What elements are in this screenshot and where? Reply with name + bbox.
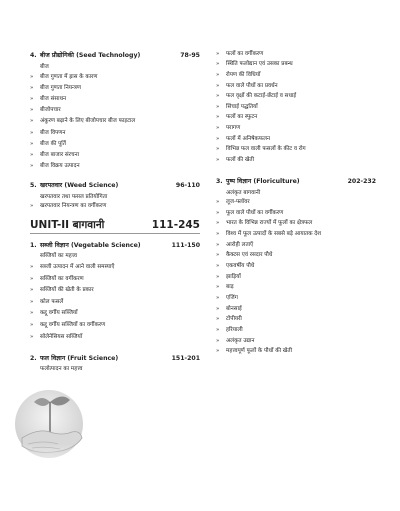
list-item: [216, 241, 376, 249]
bullet-icon: »: [30, 202, 34, 209]
bullet-icon: »: [216, 294, 220, 301]
list-item: [30, 309, 200, 317]
left-column: [30, 50, 200, 374]
list-item: [30, 286, 200, 294]
bullet-icon: »: [216, 71, 220, 78]
list-item: [30, 73, 200, 81]
unit-title: UNIT-II बागवानी: [30, 218, 105, 231]
chapter-number: 3.: [216, 178, 223, 186]
chapter-pages: 151-201: [171, 354, 200, 362]
list-item: [216, 92, 376, 100]
list-item: [30, 140, 200, 148]
list-item-text: लूज-फ्लॉवर: [226, 199, 250, 206]
list-item-text: हरियाली: [226, 326, 243, 333]
chapter-heading: [30, 180, 200, 189]
bullet-icon: »: [30, 298, 34, 305]
list-item: [216, 294, 376, 302]
list-item-text: बीज विपणन: [40, 129, 66, 136]
bullet-icon: »: [216, 252, 220, 259]
list-item: [30, 129, 200, 137]
list-item-text: बीजोपचार: [40, 107, 61, 114]
list-item-text: फल वृक्षों की कटाई-छँटाई व सधाई: [226, 93, 297, 100]
list-item-text: सब्जी उत्पादन में आने वाली समस्याएँ: [40, 263, 115, 270]
list-item: [216, 50, 376, 58]
list-item-text: स्थिति फलोद्यान एवं उसका प्रबन्ध: [226, 61, 293, 68]
list-item-text: भारत के विभिन्न राज्यों में फूलों का क्षेत्रफल: [226, 220, 313, 227]
list-item-text: कोल फसलें: [40, 298, 64, 305]
topic-list: [30, 73, 200, 171]
list-item-text: सब्जियों की खेती के प्रकार: [40, 287, 94, 294]
bullet-icon: »: [216, 199, 220, 206]
topic-list: [30, 202, 200, 210]
chapter-intro: सब्जियों का महत्त्व: [40, 253, 77, 260]
topic-list: [216, 50, 376, 164]
right-column: [216, 50, 376, 355]
bullet-icon: »: [30, 152, 34, 158]
list-item: [216, 315, 376, 323]
chapter-title: बीज प्रौद्योगिकी (Seed Technology): [40, 52, 141, 59]
list-item: [216, 103, 376, 111]
list-item-text: कद्दू वर्गीय सब्जियों का वर्गीकरण: [40, 321, 106, 328]
bullet-icon: »: [216, 337, 220, 344]
bullet-icon: »: [30, 333, 34, 340]
bullet-icon: »: [216, 114, 220, 121]
list-item-text: खरपतवार नियन्त्रण का वर्गीकरण: [40, 202, 107, 209]
chapter-intro: अलंकृत बागवानी: [226, 189, 261, 196]
bullet-icon: »: [30, 275, 34, 282]
bullet-icon: »: [30, 84, 34, 91]
list-item-text: एजिंग: [226, 294, 238, 301]
list-item-text: कद्दू वर्गीय सब्जियाँ: [40, 310, 78, 317]
bullet-icon: »: [216, 125, 220, 132]
bullet-icon: »: [216, 263, 220, 270]
topic-list: [216, 198, 376, 355]
bullet-icon: »: [216, 273, 220, 280]
list-item: [216, 326, 376, 334]
bullet-icon: »: [216, 157, 220, 164]
bullet-icon: »: [216, 231, 220, 238]
bullet-icon: »: [30, 140, 34, 147]
chapter-number: 4.: [30, 52, 37, 59]
bullet-icon: »: [30, 263, 34, 270]
bullet-icon: »: [216, 348, 220, 355]
chapter-intro: फलोत्पादन का महत्त्व: [40, 366, 83, 373]
list-item-text: अंकुरण बढ़ाने के लिए बीजोपचार बीज फाइटाल: [40, 118, 136, 125]
list-item: [216, 82, 376, 90]
chapter-title: फल विज्ञान (Fruit Science): [40, 354, 119, 362]
list-item-text: सोलेनेसियस सब्जियाँ: [40, 333, 83, 340]
bullet-icon: »: [216, 103, 220, 110]
list-item-text: फल वाले पौधों का प्रवर्धन: [226, 82, 278, 89]
chapter-pages: 202-232: [347, 178, 376, 186]
bullet-icon: »: [30, 118, 34, 125]
chapter-intro: खरपतवार तथा फसल प्रतियोगिता: [40, 193, 108, 200]
list-item-text: बीज गुणता में ह्रास के कारण: [40, 73, 98, 80]
list-item: [216, 262, 376, 270]
list-item-text: फलों का स्फुटन: [226, 114, 258, 121]
bullet-icon: »: [216, 82, 220, 89]
chapter-number: 2.: [30, 354, 37, 362]
chapter-pages: 96-110: [175, 182, 200, 190]
bullet-icon: »: [30, 321, 34, 328]
chapter-number: 1.: [30, 241, 37, 249]
list-item-text: बीज संसाधन: [40, 96, 67, 103]
unit-heading: [30, 218, 200, 234]
list-item: [30, 298, 200, 306]
bullet-icon: »: [216, 146, 220, 153]
list-item-text: महत्त्वपूर्ण फूलों के पौधों की खेती: [226, 348, 293, 355]
list-item: [30, 275, 200, 283]
list-item-text: एकवर्षीय पौधे: [226, 263, 255, 270]
list-item: [216, 230, 376, 238]
list-item: [216, 283, 376, 291]
list-item-text: फूल वाले पौधों का वर्गीकरण: [226, 209, 284, 216]
bullet-icon: »: [30, 96, 34, 103]
list-item: [30, 84, 200, 92]
list-item: [30, 321, 200, 329]
list-item: [216, 305, 376, 313]
bullet-icon: »: [216, 220, 220, 227]
list-item-text: सिंचाई पद्धतियाँ: [226, 103, 258, 110]
bullet-icon: »: [30, 163, 34, 170]
list-item-text: अलंकृत उद्यान: [226, 337, 255, 344]
topic-list: [30, 263, 200, 341]
list-item: [30, 202, 200, 210]
list-item: [30, 162, 200, 170]
list-item: [216, 156, 376, 164]
list-item-text: आरोही लताएँ: [226, 241, 254, 248]
list-item: [216, 145, 376, 153]
bullet-icon: »: [216, 93, 220, 100]
chapter-pages: 111-150: [171, 241, 200, 249]
unit-pages: 111-245: [151, 218, 200, 231]
list-item: [216, 251, 376, 259]
chapter-heading: [216, 176, 376, 185]
bullet-icon: »: [216, 241, 220, 248]
list-item-text: विश्व में फूल उत्पादों के सबसे बड़े आयातक देश: [226, 231, 322, 238]
seedling-hand-icon: [14, 388, 84, 474]
list-item-text: बाड़: [226, 284, 234, 291]
list-item: [216, 198, 376, 206]
list-item-text: बीज की पूर्ति: [40, 140, 66, 147]
chapter-title: सब्जी विज्ञान (Vegetable Science): [40, 241, 141, 249]
bullet-icon: »: [30, 73, 34, 80]
chapter-pages: 78-95: [180, 52, 200, 59]
list-item: [216, 135, 376, 143]
chapter-heading: [30, 240, 200, 249]
list-item: [30, 151, 200, 159]
chapter-title: पुष्प विज्ञान (Floriculture): [226, 178, 300, 186]
list-item-text: बीज बाजार संरचना: [40, 152, 80, 158]
list-item: [216, 71, 376, 79]
list-item-text: परागण: [226, 125, 241, 132]
list-item-text: फलों की खेती: [226, 157, 255, 164]
list-item-text: बीज गुणता नियन्त्रण: [40, 84, 81, 91]
bullet-icon: »: [216, 61, 220, 68]
list-item: [216, 337, 376, 345]
bullet-icon: »: [216, 316, 220, 323]
chapter-heading: [30, 353, 200, 362]
chapter-number: 5.: [30, 182, 37, 190]
bullet-icon: »: [30, 129, 34, 136]
bullet-icon: »: [216, 50, 220, 57]
list-item: [216, 60, 376, 68]
list-item-text: कैक्टस एवं रसदार पौधे: [226, 252, 273, 259]
list-item: [216, 124, 376, 132]
list-item: [216, 113, 376, 121]
list-item-text: फलों में अनिषेकफलन: [226, 135, 271, 142]
list-item-text: टोपीयरी: [226, 316, 242, 323]
list-item: [216, 347, 376, 355]
chapter-heading: [30, 50, 200, 59]
bullet-icon: »: [216, 284, 220, 291]
list-item: [30, 263, 200, 271]
list-item: [216, 209, 376, 217]
bullet-icon: »: [30, 310, 34, 317]
bullet-icon: »: [216, 209, 220, 216]
list-item: [216, 219, 376, 227]
list-item: [30, 117, 200, 125]
list-item: [216, 273, 376, 281]
bullet-icon: »: [216, 135, 220, 142]
list-item: [30, 333, 200, 341]
seedling-illustration: [14, 388, 84, 474]
list-item-text: फलों का वर्गीकरण: [226, 50, 264, 57]
list-item-text: सब्जियों का वर्गीकरण: [40, 275, 84, 282]
list-item-text: रोपण की विधियाँ: [226, 71, 261, 78]
list-item-text: झाड़ियाँ: [226, 273, 241, 280]
chapter-intro: बीज: [40, 63, 49, 70]
list-item-text: बोनसाई: [226, 305, 242, 312]
bullet-icon: »: [30, 287, 34, 294]
list-item: [30, 106, 200, 114]
list-item-text: विभिन्न फल वाली फसलों के कीट व रोग: [226, 146, 306, 153]
list-item-text: बीज विक्रय उत्पादन: [40, 163, 80, 170]
bullet-icon: »: [216, 305, 220, 312]
list-item: [30, 95, 200, 103]
bullet-icon: »: [30, 107, 34, 114]
chapter-title: खरपतवार (Weed Science): [40, 182, 119, 190]
bullet-icon: »: [216, 326, 220, 333]
